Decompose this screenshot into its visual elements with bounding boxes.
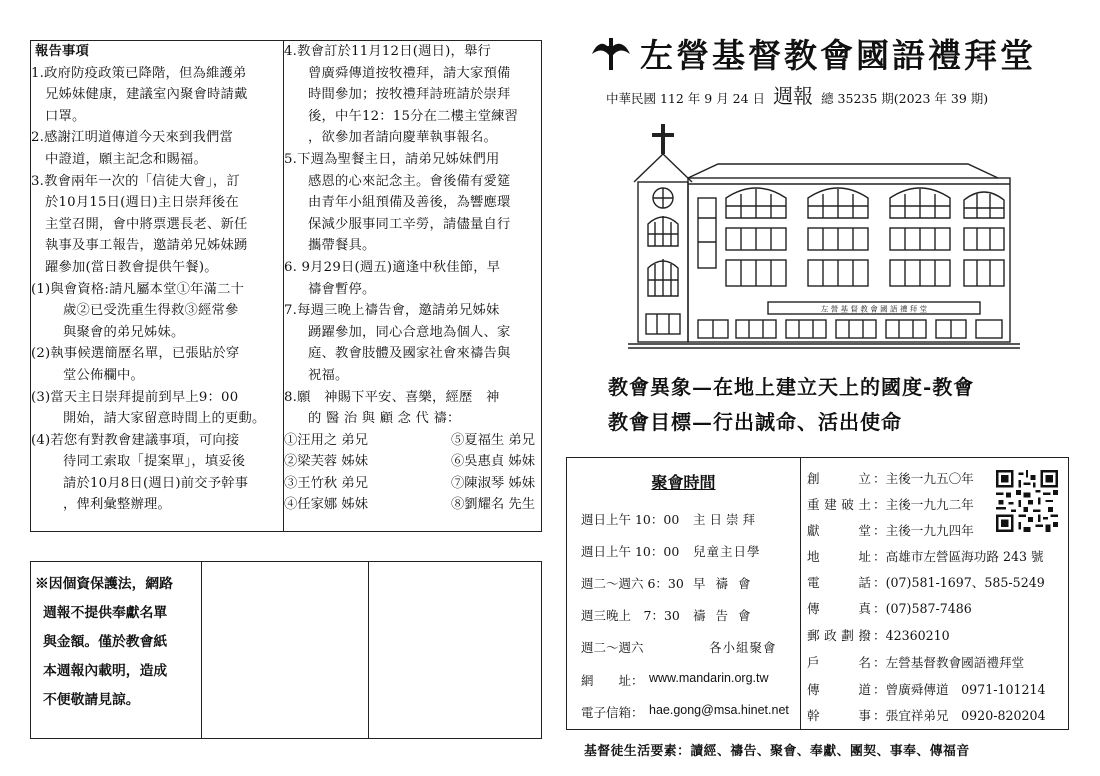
announcement-line: 執事及事工報告，邀請弟兄姊妹踴 [45, 238, 248, 254]
meeting-row [581, 510, 793, 528]
church-vision: 教會異象—在地上建立天上的國度-教會 [608, 375, 975, 399]
info-value: 主後一九五〇年 [885, 471, 974, 486]
prayer-name: ⑤夏福生 弟兄 [450, 432, 535, 448]
privacy-line: 不便敬請見諒。 [43, 692, 140, 708]
announcement-line: 3.教會兩年一次的「信徒大會」，訂 [31, 173, 240, 189]
announcement-line: ，欲參加者請向慶華執事報名。 [308, 130, 497, 146]
announcement-line: 7.每週三晚上禱告會，邀請弟兄姊妹 [284, 303, 500, 319]
info-label: 地址 [807, 549, 871, 564]
info-value: 左營基督教會國語禮拜堂 [885, 655, 1025, 670]
building-sign-text: 左 營 基 督 教 會 國 語 禮 拜 堂 [820, 304, 928, 314]
email-label: 電子信箱： [581, 705, 644, 720]
info-row: 創立 ：主後一九五〇年 [807, 468, 974, 487]
info-value: 主後一九九二年 [885, 497, 974, 512]
announcement-line: 感恩的心來記念主。會後備有愛筵 [308, 173, 511, 189]
announcement-line: 時間參加；按牧禮拜詩班請於崇拜 [308, 87, 511, 103]
announcement-line: 4.教會訂於11月12日(週日)，舉行 [284, 44, 491, 59]
meeting-time: 週日上午 10：00 [581, 544, 680, 559]
announcement-line: 攜帶餐具。 [308, 238, 376, 254]
church-goal: 教會目標—行出誠命、活出使命 [608, 410, 902, 434]
prayer-names-row [284, 494, 541, 516]
meeting-time: 週二～週六 6：30 [581, 576, 684, 591]
announcements-left-column [31, 41, 284, 531]
announcement-line: 禱會暫停。 [308, 281, 376, 297]
info-value: (07)587-7486 [885, 601, 972, 616]
info-value: 42360210 [885, 628, 950, 643]
prayer-name: ④任家娜 姊妹 [284, 497, 369, 513]
info-row: 獻堂 ：主後一九九四年 [807, 520, 974, 539]
privacy-line: 與金額。僅於教會紙 [43, 634, 168, 650]
info-row: 電話 ：(07)581-1697、585-5249 [807, 572, 1045, 591]
announcement-line: 6. 9月29日(週五)適逢中秋佳節，早 [284, 259, 501, 275]
meeting-name: 禱告會 [693, 608, 761, 623]
announcement-line: 請於10月8日(週日)前交予幹事 [63, 475, 249, 491]
announcement-line: 兄姊妹健康，建議室內聚會時請戴 [45, 87, 248, 103]
meeting-name: 主日崇拜 [693, 512, 760, 527]
church-logo-icon [590, 34, 632, 72]
prayer-name: ⑥吳惠貞 姊妹 [450, 454, 535, 470]
meeting-name: 各小組聚會 [709, 640, 777, 655]
info-box [566, 457, 1069, 730]
announcement-line: 2.感謝江明道傳道今天來到我們當 [31, 130, 234, 146]
info-value: 高雄市左營區海功路 243 號 [885, 549, 1044, 564]
announcement-line: 8.願 神賜下平安、喜樂，經歷 神 [284, 389, 500, 405]
prayer-name: ①汪用之 弟兄 [284, 432, 369, 448]
meeting-time: 週二～週六 [581, 640, 644, 655]
meeting-row [581, 638, 793, 656]
privacy-notice [35, 570, 199, 715]
issue-line [606, 80, 988, 109]
announcement-line: 堂公佈欄中。 [63, 367, 144, 383]
announcement-line: 口罩。 [45, 108, 86, 124]
announcement-line: 躍參加(當日教會提供午餐)。 [45, 259, 218, 275]
announcement-line: 主堂召開，會中將票選長老、新任 [45, 216, 248, 232]
divider [201, 562, 202, 738]
announcement-line: ，俾利彙整辦理。 [63, 497, 171, 513]
info-label: 電話 [807, 575, 871, 590]
announcement-line: 的 醫 治 與 顧 念 代 禱： [308, 411, 461, 427]
privacy-line: 週報不提供奉獻名單 [43, 605, 168, 621]
meeting-row [581, 606, 793, 624]
info-label: 獻堂 [807, 523, 871, 538]
announcement-line: 待同工索取「提案單」，填妥後 [63, 454, 246, 470]
announcement-line: 保減少服事同工辛勞，請儘量自行 [308, 216, 511, 232]
meeting-row [581, 542, 793, 560]
announcement-line: 庭、教會肢體及國家社會來禱告與 [308, 346, 511, 362]
prayer-names-row [284, 430, 541, 452]
church-name-title: 左營基督教會國語禮拜堂 [640, 36, 1036, 75]
info-row: 傳真 ：(07)587-7486 [807, 598, 972, 617]
website-row [581, 671, 793, 689]
issue-date: 中華民國 112 年 9 月 24 日 [606, 91, 766, 106]
announcement-line: (2)執事候選簡歷名單，已張貼於穿 [31, 346, 240, 362]
announcements-right-column [284, 41, 541, 531]
privacy-line: ※因個資保護法，網路 [35, 576, 173, 592]
announcement-line: 歲②已受洗重生得救③經常參 [63, 303, 239, 319]
info-value: (07)581-1697、585-5249 [885, 575, 1045, 590]
privacy-notice-box [30, 561, 542, 739]
info-value: 曾廣舜傳道 0971-101214 [885, 682, 1046, 697]
divider [800, 458, 801, 729]
meeting-name: 兒童主日學 [693, 544, 761, 559]
announcement-line: (3)當天主日崇拜提前到早上9：00 [31, 389, 239, 405]
qr-code-icon[interactable] [996, 470, 1058, 532]
email-link[interactable]: hae.gong@msa.hinet.net [649, 703, 789, 717]
info-value: 張宜祥弟兄 0920-820204 [885, 708, 1046, 723]
announcement-line: 踴躍參加，同心合意地為個人、家 [308, 324, 511, 340]
website-link[interactable]: www.mandarin.org.tw [649, 671, 769, 685]
prayer-names-row [284, 451, 541, 473]
meeting-times-title: 聚會時間 [651, 473, 716, 492]
privacy-line: 本週報內載明，造成 [43, 663, 168, 679]
announcement-line: 祝福。 [308, 367, 349, 383]
announcement-line: (4)若您有對教會建議事項，可向接 [31, 432, 240, 448]
announcement-line: 1.政府防疫政策已降階，但為維護弟 [31, 65, 247, 81]
christian-life-essentials: 基督徒生活要素：讀經、禱告、聚會、奉獻、團契、事奉、傳福音 [584, 744, 970, 759]
info-row: 地址 ：高雄市左營區海功路 243 號 [807, 546, 1044, 565]
info-label: 戶名 [807, 655, 871, 670]
announcement-line: 開始，請大家留意時間上的更動。 [63, 411, 266, 427]
info-row: 傳道 ：曾廣舜傳道 0971-101214 [807, 679, 1046, 698]
announcement-line: 中證道，願主記念和賜福。 [45, 151, 207, 167]
meeting-name: 早禱會 [693, 576, 761, 591]
announcements-heading: 報告事項 [35, 44, 89, 59]
info-row: 重建破土 ：主後一九九二年 [807, 494, 974, 513]
info-label: 重建破土 [807, 497, 871, 512]
meeting-time: 週日上午 10：00 [581, 512, 680, 527]
announcement-line: 5.下週為聖餐主日，請弟兄姊妹們用 [284, 151, 500, 167]
bulletin-word: 週報 [773, 84, 814, 108]
info-label: 幹事 [807, 708, 871, 723]
prayer-name: ②梁芙蓉 姊妹 [284, 454, 369, 470]
issue-number: 總 35235 期(2023 年 39 期) [821, 91, 989, 106]
info-value: 主後一九九四年 [885, 523, 974, 538]
meeting-time: 週三晚上 7：30 [581, 608, 680, 623]
info-row: 戶名 ：左營基督教會國語禮拜堂 [807, 652, 1024, 671]
announcement-line: 曾廣舜傳道按牧禮拜，請大家預備 [308, 65, 511, 81]
announcements-box [30, 40, 542, 532]
meeting-row [581, 574, 793, 592]
divider [368, 562, 369, 738]
info-label: 傳道 [807, 682, 871, 697]
announcement-line: (1)與會資格:請凡屬本堂①年滿二十 [31, 281, 245, 297]
prayer-name: ⑧劉耀名 先生 [450, 497, 535, 513]
info-label: 郵政劃撥 [807, 628, 871, 643]
info-row: 郵政劃撥 ：42360210 [807, 625, 950, 644]
prayer-name: ⑦陳淑琴 姊妹 [450, 475, 535, 491]
prayer-name: ③王竹秋 弟兄 [284, 475, 369, 491]
info-label: 創立 [807, 471, 871, 486]
info-row: 幹事 ：張宜祥弟兄 0920-820204 [807, 705, 1046, 724]
announcement-line: 與聚會的弟兄姊妹。 [63, 324, 185, 340]
email-row [581, 703, 793, 721]
website-label: 網 址： [581, 673, 644, 688]
announcement-line: 於10月15日(週日)主日崇拜後在 [45, 195, 239, 211]
info-label: 傳真 [807, 601, 871, 616]
announcement-line: 後，中午12：15分在二樓主堂練習 [308, 108, 519, 124]
announcement-line: 由青年小組預備及善後，為響應環 [308, 195, 511, 211]
prayer-names-row [284, 473, 541, 495]
church-building-illustration [628, 118, 1028, 354]
